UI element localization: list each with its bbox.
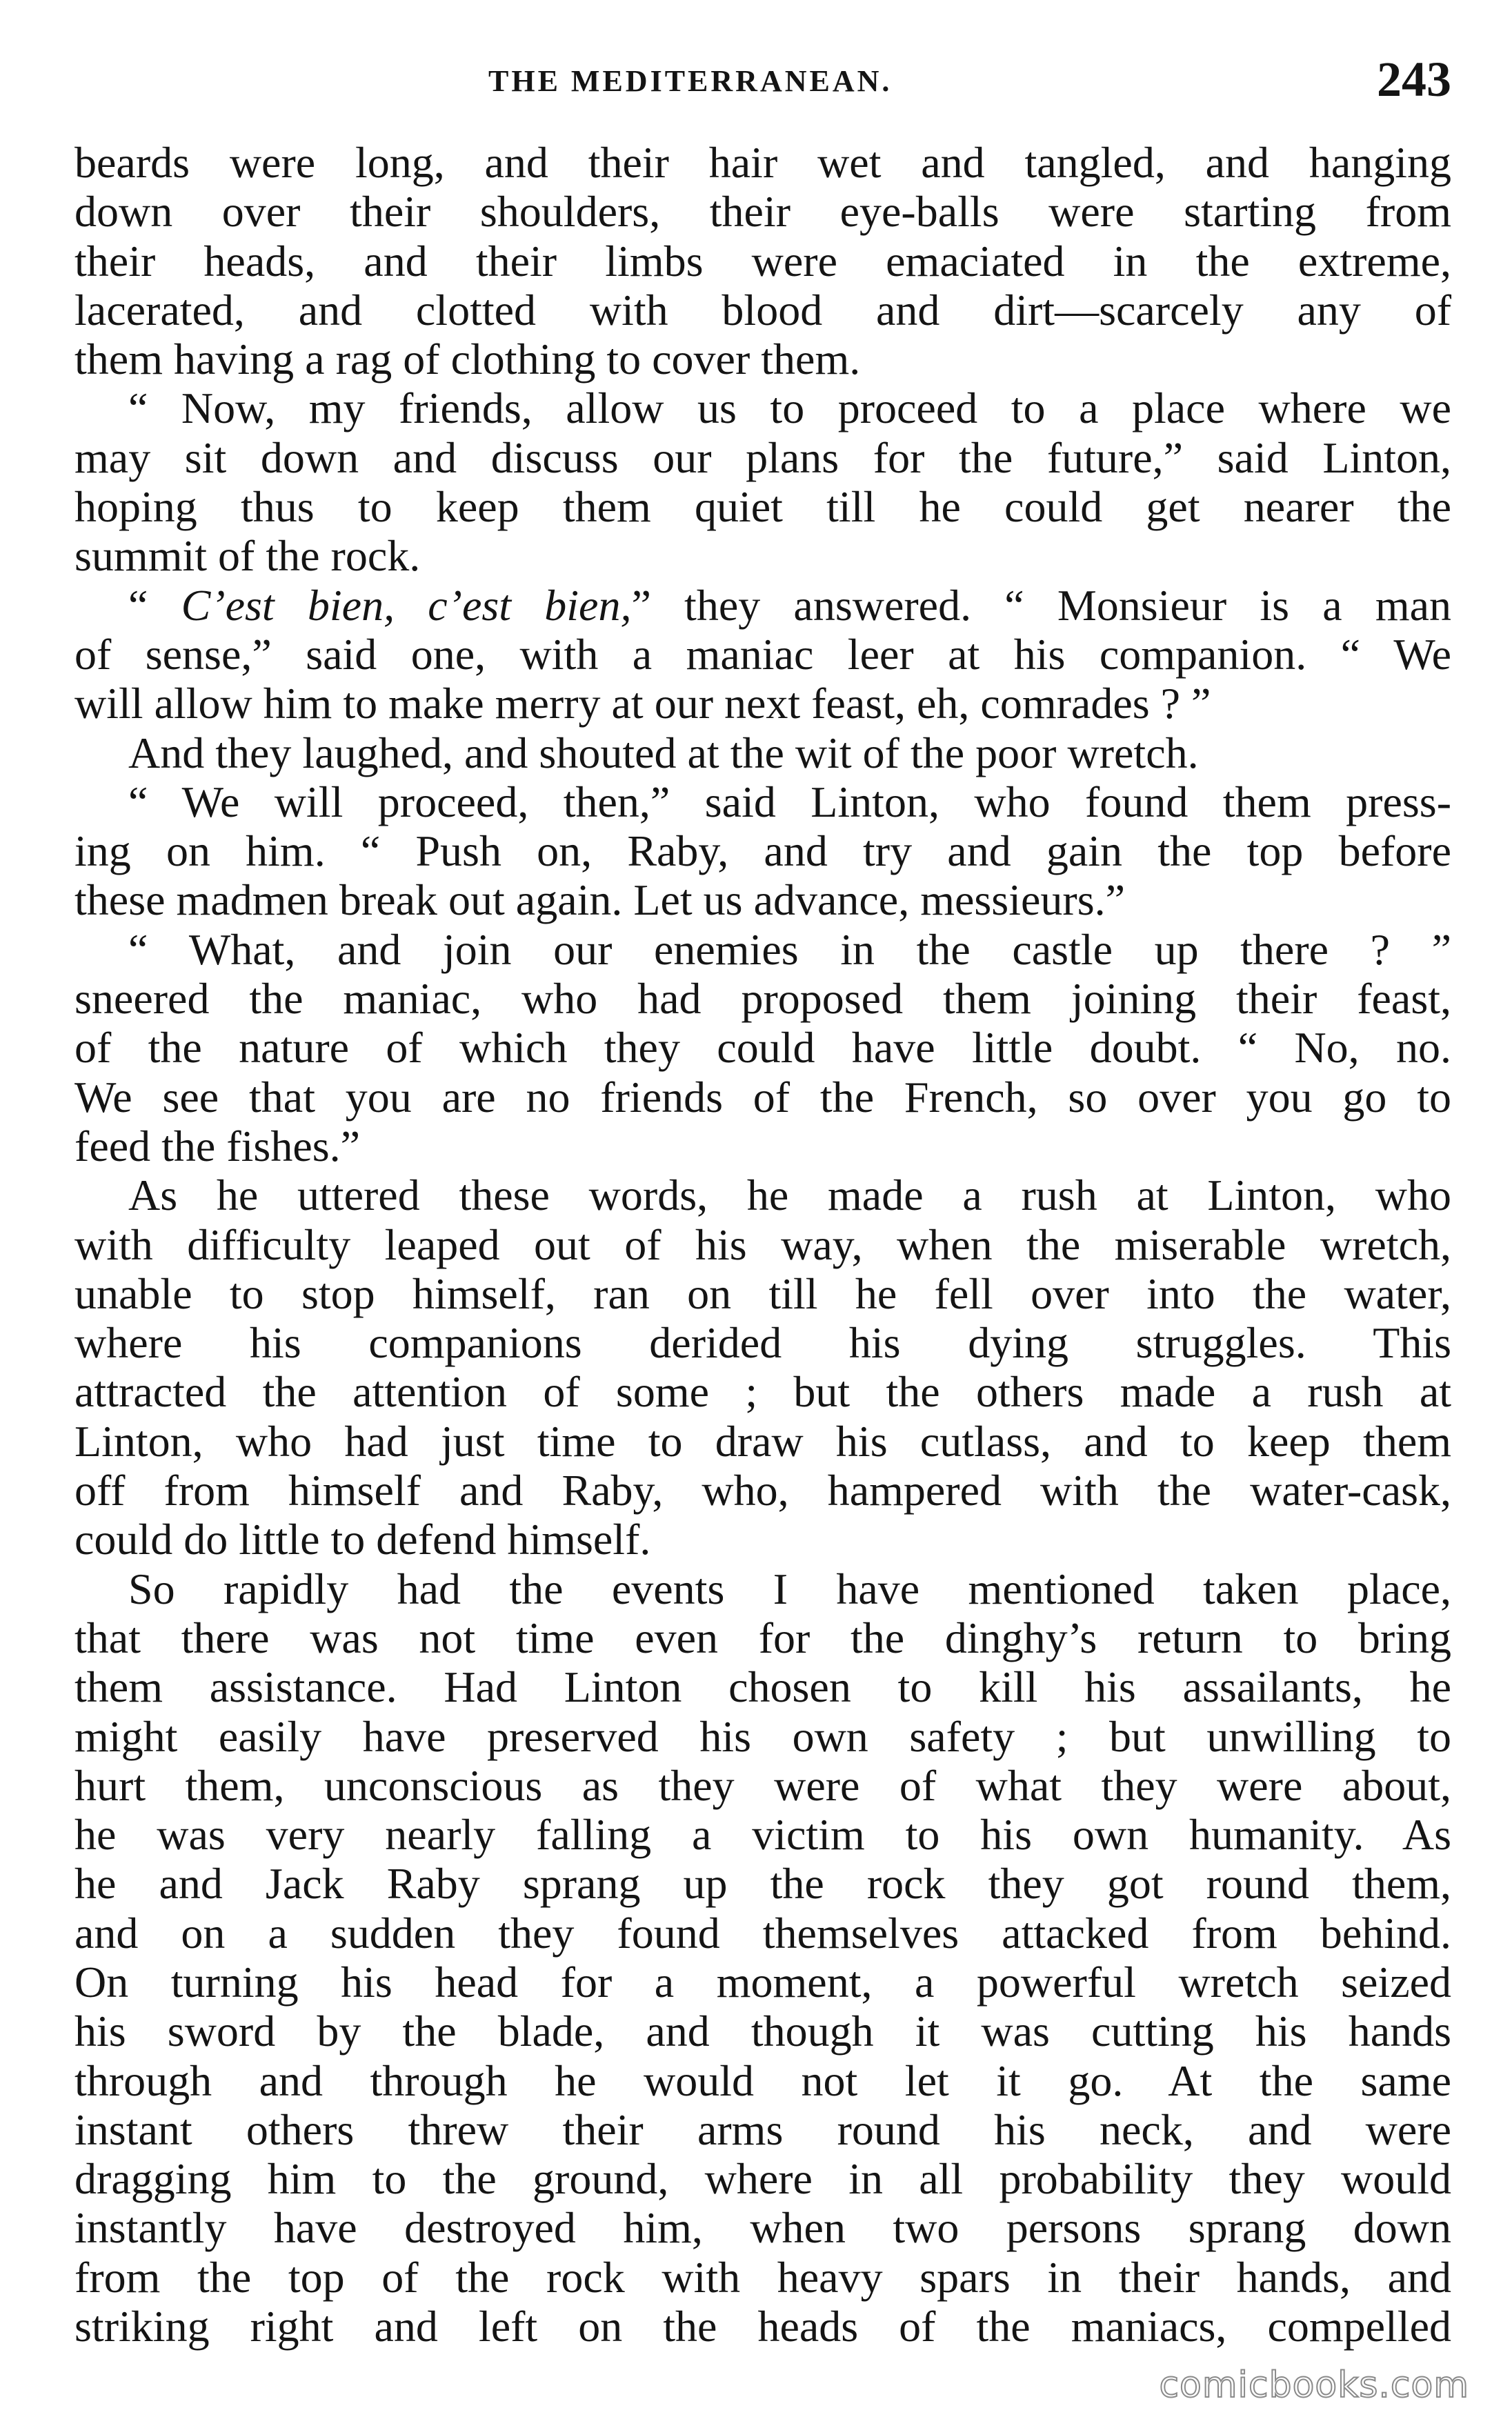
text-line: dragging him to the ground, where in all probability they would	[74, 2154, 1451, 2204]
text-line: Linton, who had just time to draw his cutlass, and to keep them	[74, 1416, 1451, 1466]
text-line: As he uttered these words, he made a rush at Linton, who	[128, 1171, 1451, 1220]
text-line: he and Jack Raby sprang up the rock they got round them,	[74, 1859, 1451, 1909]
watermark: comicbooks.com	[1159, 2365, 1469, 2406]
text-line: their heads, and their limbs were emaciated in the extreme,	[74, 236, 1451, 286]
text-line: might easily have preserved his own safety ; but unwilling to	[74, 1711, 1451, 1761]
text-line: instantly have destroyed him, when two persons sprang down	[74, 2203, 1451, 2253]
text-line: “ Now, my friends, allow us to proceed to a place where we	[128, 384, 1451, 433]
text-line: will allow him to make merry at our next feast, eh, comrades ? ”	[74, 679, 1211, 728]
text-line: sneered the maniac, who had proposed them joining their feast,	[74, 974, 1451, 1024]
text-line: lacerated, and clotted with blood and dirt—scarcely any of	[74, 285, 1451, 335]
text-line: down over their shoulders, their eye-balls were starting from	[74, 187, 1451, 237]
text-line: “ What, and join our enemies in the castle up there ? ”	[128, 924, 1451, 974]
text-line: unable to stop himself, ran on till he fell over into the water,	[74, 1268, 1451, 1318]
text-line: “ We will proceed, then,” said Linton, who found them press-	[128, 777, 1451, 826]
page-header	[74, 52, 1451, 123]
text-line: And they laughed, and shouted at the wit of the poor wretch.	[128, 728, 1199, 777]
text-line: striking right and left on the heads of the maniacs, compelled	[74, 2302, 1451, 2351]
text-line: could do little to defend himself.	[74, 1515, 651, 1564]
text-line: that there was not time even for the dinghy’s return to bring	[74, 1613, 1451, 1662]
text-line: feed the fishes.”	[74, 1121, 361, 1171]
text-line: of sense,” said one, with a maniac leer at his companion. “ We	[74, 629, 1451, 679]
text-line: hoping thus to keep them quiet till he could get nearer the	[74, 482, 1451, 532]
text-line: from the top of the rock with heavy spars in their hands, and	[74, 2252, 1451, 2302]
text-line: with difficulty leaped out of his way, when the miserable wretch,	[74, 1220, 1451, 1269]
text-line: and on a sudden they found themselves attacked from behind.	[74, 1908, 1451, 1958]
page-number: 243	[1377, 52, 1451, 107]
text-line: his sword by the blade, and though it was cutting his hands	[74, 2007, 1451, 2056]
text-line: So rapidly had the events I have mentioned taken place,	[128, 1564, 1451, 1613]
text-line: beards were long, and their hair wet and tangled, and hanging	[74, 138, 1451, 187]
text-line: instant others threw their arms round his neck, and were	[74, 2104, 1451, 2154]
body-text	[74, 138, 1451, 2351]
text-line: these madmen break out again. Let us advance, messieurs.”	[74, 875, 1125, 925]
text-line: them having a rag of clothing to cover them.	[74, 335, 861, 384]
text-line: may sit down and discuss our plans for the future,” said Linton,	[74, 432, 1451, 482]
running-head: THE MEDITERRANEAN.	[488, 64, 893, 98]
text-line: attracted the attention of some ; but the others made a rush at	[74, 1367, 1451, 1417]
text-line: hurt them, unconscious as they were of what they were about,	[74, 1760, 1451, 1810]
text-line: summit of the rock.	[74, 531, 421, 581]
text-line: On turning his head for a moment, a powerful wretch seized	[74, 1957, 1451, 2007]
text-line: ing on him. “ Push on, Raby, and try and gain the top before	[74, 826, 1451, 876]
text-line: them assistance. Had Linton chosen to kill his assailants, he	[74, 1662, 1451, 1712]
text-line: of the nature of which they could have little doubt. “ No, no.	[74, 1023, 1451, 1073]
text-line: We see that you are no friends of the French, so over you go to	[74, 1072, 1451, 1122]
text-line: through and through he would not let it go. At the same	[74, 2056, 1451, 2105]
text-line: he was very nearly falling a victim to his own humanity. As	[74, 1810, 1451, 1860]
text-line: “ C’est bien, c’est bien,” they answered. “ Monsieur is a man	[128, 580, 1451, 630]
text-line: off from himself and Raby, who, hampered with the water-cask,	[74, 1466, 1451, 1515]
text-line: where his companions derided his dying struggles. This	[74, 1318, 1451, 1368]
